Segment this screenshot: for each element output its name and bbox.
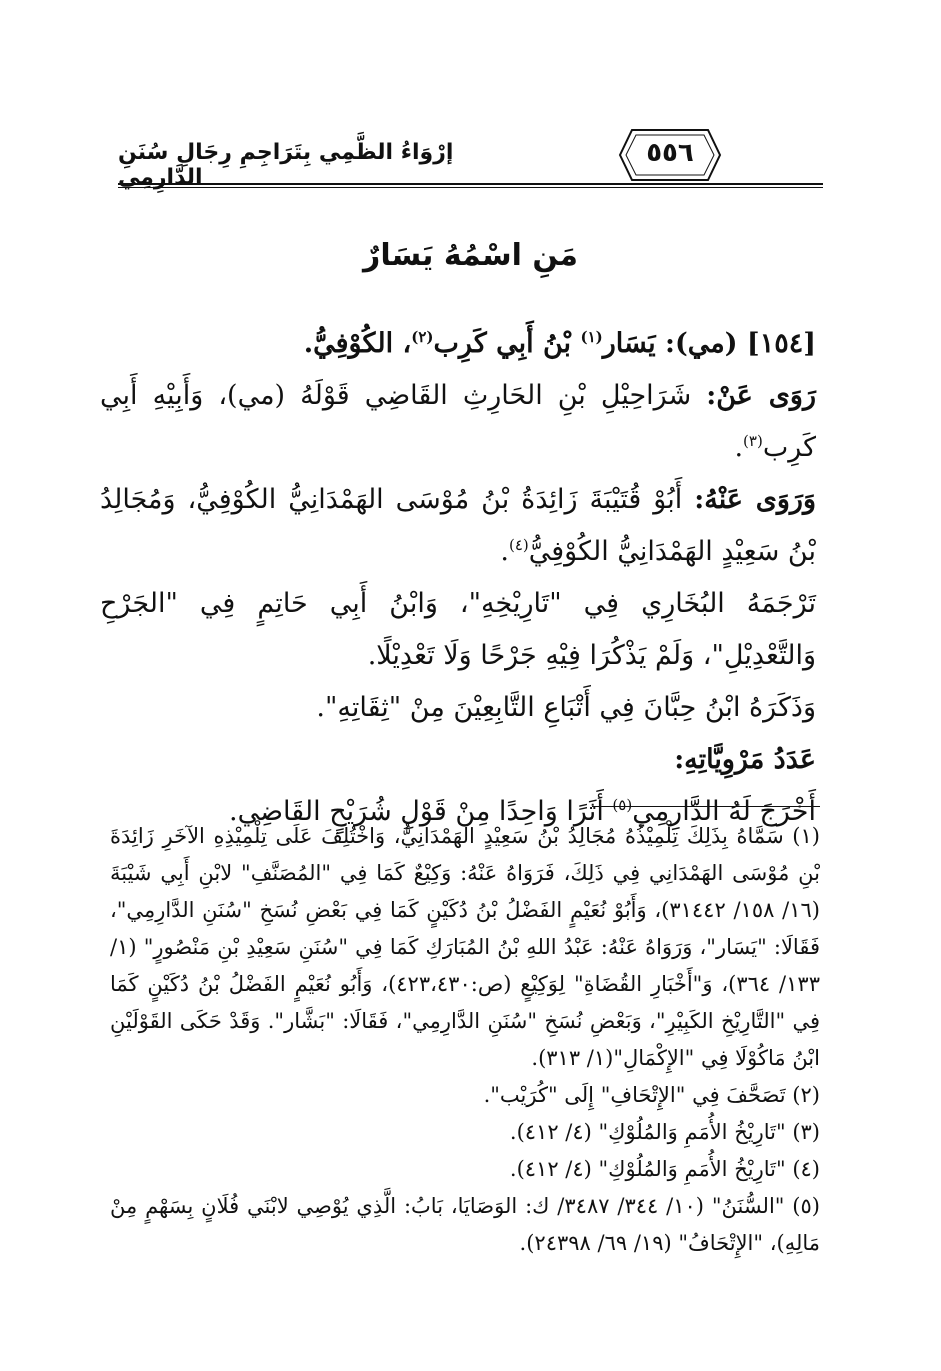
footnote-separator [592, 806, 820, 807]
entry-body [100, 318, 816, 838]
akhraja-part2: أَثَرًا وَاحِدًا مِنْ قَوْلِ شُرَيْحٍ القَاضِي. [229, 796, 604, 827]
period: . [500, 536, 509, 567]
page-number-badge [618, 124, 722, 186]
biography-paragraph: تَرْجَمَهُ البُخَارِي فِي "تَارِيْخِهِ"، وَابْنُ أَبِي حَاتِمٍ فِي "الجَرْحِ وَالتَّعْدِيْلِ"، وَلَمْ يَذْكُرَا فِيْهِ جَرْحًا وَلَا تَعْدِيْلًا. [100, 588, 816, 671]
footnote-ref-2: (٢) [411, 328, 434, 346]
footnote-2: (٢) تَصَحَّفَ فِي "الإِتْحَافِ" إِلَى "كُرَيْب". [483, 1083, 820, 1107]
narrations-count-heading: عَدَدُ مَرْوِيَّاتِهِ: [674, 744, 816, 775]
header-divider [118, 183, 823, 185]
footnote-ref-1: (١) [580, 328, 603, 346]
entry-name-part1: يَسَار [602, 328, 656, 359]
footnote-1: (١) سَمَّاهُ بِذَلِكَ تِلْمِيْذُهُ مُجَالِدُ بْنُ سَعِيْدٍ الهَمْدَانِيُّ، وَاخْتُلِفَ عَلَى تِلْمِيْذِهِ الآخَرِ زَائِدَةَ بْنِ مُوْسَى الهَمْدَانِي فِي ذَلِكَ، فَرَوَاهُ عَنْهُ: وَكِيْعٌ كَمَا فِي "المُصَنَّفِ" لابْنِ أَبِي شَيْبَةَ (١٦/ ١٥٨/ ٣١٤٤٢)، وَأَبُوْ نُعَيْمٍ الفَضْلُ بْنُ دُكَيْنٍ كَمَا فِي بَعْضِ نُسَخِ "سُنَنِ الدَّارِمِي"، فَقَالَا: "يَسَار"، وَرَوَاهُ عَنْهُ: عَبْدُ اللهِ بْنُ المُبَارَكِ كَمَا فِي "سُنَنِ سَعِيْدِ بْنِ مَنْصُورٍ" (١/ ١٣٣/ ٣٦٤)، وَ"أَخْبَارِ القُضَاةِ" لِوَكِيْعٍ (ص:٤٢٣،٤٣٠)، وَأَبُو نُعَيْمٍ الفَضْلُ بْنُ دُكَيْنٍ كَمَا فِي "التَّارِيْخِ الكَبِيْرِ"، وَبَعْضِ نُسَخِ "سُنَنِ الدَّارِمِي"، فَقَالَا: "بَشَّار". وَقَدْ حَكَى القَوْلَيْنِ ابْنُ مَاكُوْلَا فِي "الإِكْمَالِ"(١/ ٣١٣). [110, 824, 820, 1070]
entry-number: [١٥٤] [746, 328, 816, 359]
entry-name-part2: بْنُ أَبِي كَرِب [433, 328, 572, 359]
entry-title-line [100, 318, 816, 370]
narrated-by-label: وَرَوَى عَنْهُ: [694, 484, 816, 515]
footnote-ref-5: (٥) [612, 796, 633, 814]
narrated-from-text: شَرَاحِيْلِ بْنِ الحَارِثِ القَاضِي قَوْلَهُ (مي)، وَأَبِيْهِ أَبِي كَرِب [100, 380, 816, 463]
narrated-by-paragraph [100, 474, 816, 578]
period: . [734, 432, 744, 463]
entry-code: (مي): [665, 328, 738, 359]
page-number: ٥٥٦ [646, 138, 694, 168]
narrated-from-label: رَوَى عَنْ: [706, 380, 816, 411]
ibn-hibban-paragraph: وَذَكَرَهُ ابْنُ حِبَّانَ فِي أَتْبَاعِ التَّابِعِيْنَ مِنْ "ثِقَاتِهِ". [316, 692, 816, 723]
narrated-from-paragraph [100, 370, 816, 474]
akhraja-part1: أَخْرَجَ لَهُ الدَّارِمِي [632, 796, 816, 827]
footnote-ref-4: (٤) [508, 536, 529, 554]
footnotes [110, 818, 820, 1262]
footnote-ref-3: (٣) [743, 432, 763, 450]
running-header-title: إرْوَاءُ الظَّمِي بِتَرَاجِمِ رِجَالِ سُنَنِ الدَّارِمِي [118, 140, 454, 190]
entry-name-part3: ، الكُوْفِيُّ. [303, 328, 412, 359]
footnote-5: (٥) "السُّنَنُ" (١٠/ ٣٤٤/ ٣٤٨٧/ ك: الوَصَايَا، بَابُ: الَّذِي يُوْصِي لابْنَي فُلَانٍ بِسَهْمٍ مِنْ مَالِهِ)، "الإِتْحَافُ" (١٩/ ٦٩/ ٢٤٣٩٨). [110, 1194, 820, 1255]
section-heading: مَنِ اسْمُهُ يَسَارٌ [363, 238, 578, 273]
footnote-3: (٣) "تَارِيْخُ الأُمَمِ وَالمُلُوْكِ" (٤/ ٤١٢). [509, 1120, 820, 1144]
narrated-by-text: أَبُوْ قُتَيْبَةَ زَائِدَةُ بْنُ مُوْسَى الهَمْدَانِيُّ الكُوْفِيُّ، وَمُجَالِدُ بْنُ سَعِيْدٍ الهَمْدَانِيُّ الكُوْفِيُّ [100, 484, 816, 567]
footnote-4: (٤) "تَارِيْخُ الأُمَمِ وَالمُلُوْكِ" (٤/ ٤١٢). [509, 1157, 820, 1181]
header-divider-thin [118, 187, 823, 188]
